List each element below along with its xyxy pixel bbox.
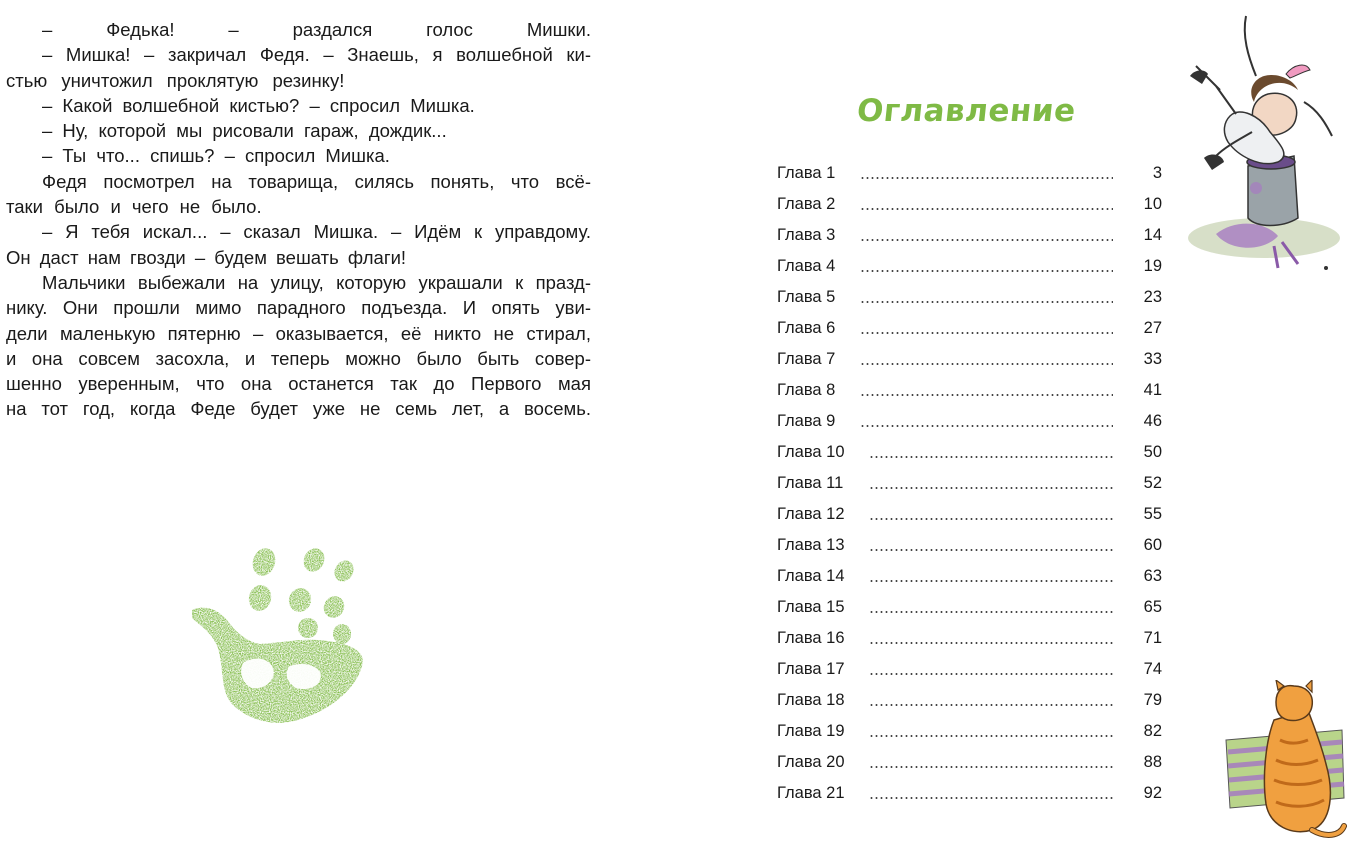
toc-leader-dots (869, 642, 1113, 644)
toc-leader-dots (860, 208, 1113, 210)
toc-entry[interactable] (777, 499, 1163, 530)
toc-page-number: 3 (1152, 164, 1162, 182)
story-line: – Я тебя искал... – сказал Мишка. – Идём к управдому. (42, 221, 591, 243)
toc-chapter-label: Глава 20 (777, 753, 845, 771)
toc-leader-dots (860, 239, 1113, 241)
toc-page-number: 71 (1143, 629, 1162, 647)
story-line: стью уничтожил проклятую резинку! (6, 69, 345, 91)
toc-leader-dots (869, 549, 1113, 551)
toc-entry[interactable] (777, 592, 1163, 623)
toc-entry[interactable] (777, 623, 1163, 654)
toc-page-number: 52 (1143, 474, 1162, 492)
toc-page-number: 60 (1143, 536, 1162, 554)
toc-entry[interactable] (777, 406, 1163, 437)
toc-leader-dots (869, 797, 1113, 799)
toc-chapter-label: Глава 13 (777, 536, 845, 554)
toc-page-number: 14 (1143, 226, 1162, 244)
story-line: Федя посмотрел на товарища, силясь понять, что всё- (42, 170, 591, 192)
toc-leader-dots (869, 611, 1113, 613)
toc-chapter-label: Глава 8 (777, 381, 836, 399)
toc-leader-dots (869, 673, 1113, 675)
toc-page-number: 33 (1143, 350, 1162, 368)
story-line: Мальчики выбежали на улицу, которую украшали к празд- (42, 271, 591, 293)
story-line: Он даст нам гвозди – будем вешать флаги! (6, 246, 407, 268)
toc-leader-dots (860, 301, 1113, 303)
toc-page-number: 46 (1143, 412, 1162, 430)
story-line: – Ты что... спишь? – спросил Мишка. (42, 145, 390, 167)
toc-page-number: 27 (1143, 319, 1162, 337)
right-page (681, 0, 1362, 850)
toc-leader-dots (860, 270, 1113, 272)
story-line: – Ну, которой мы рисовали гараж, дождик... (42, 120, 447, 142)
toc-page-number: 88 (1143, 753, 1162, 771)
story-line: таки было и чего не было. (6, 196, 262, 218)
toc-chapter-label: Глава 6 (777, 319, 836, 337)
toc-entry[interactable] (777, 158, 1163, 189)
toc-chapter-label: Глава 17 (777, 660, 845, 678)
toc-page-number: 63 (1143, 567, 1162, 585)
toc-page-number: 10 (1143, 195, 1162, 213)
toc-chapter-label: Глава 7 (777, 350, 836, 368)
toc-page-number: 19 (1143, 257, 1162, 275)
toc-entry[interactable] (777, 344, 1163, 375)
story-line: нику. Они прошли мимо парадного подъезда. И опять уви- (6, 297, 591, 319)
toc-chapter-label: Глава 14 (777, 567, 845, 585)
toc-chapter-label: Глава 9 (777, 412, 836, 430)
toc-entry[interactable] (777, 747, 1163, 778)
toc-chapter-label: Глава 11 (777, 474, 844, 492)
toc-page-number: 82 (1143, 722, 1162, 740)
toc-entry[interactable] (777, 251, 1163, 282)
story-text (6, 17, 591, 422)
toc-page-number: 92 (1143, 784, 1162, 802)
toc-entry[interactable] (777, 375, 1163, 406)
green-handprint-icon (186, 538, 376, 728)
toc-chapter-label: Глава 16 (777, 629, 845, 647)
toc-leader-dots (869, 735, 1113, 737)
story-line: на тот год, когда Феде будет уже не семь лет, а восемь. (6, 398, 591, 420)
toc-chapter-label: Глава 4 (777, 257, 836, 275)
toc-chapter-label: Глава 10 (777, 443, 845, 461)
toc-leader-dots (869, 456, 1113, 458)
ginger-cat-on-bench-illustration (1222, 680, 1347, 842)
toc-entry[interactable] (777, 189, 1163, 220)
toc-entry[interactable] (777, 313, 1163, 344)
toc-leader-dots (869, 518, 1113, 520)
toc-entry[interactable] (777, 530, 1163, 561)
toc-leader-dots (869, 766, 1113, 768)
girl-falling-paint-bucket-illustration (1186, 6, 1346, 286)
toc-chapter-label: Глава 15 (777, 598, 845, 616)
toc-entry[interactable] (777, 685, 1163, 716)
story-line: шенно уверенным, что она останется так до Первого мая (6, 373, 591, 395)
story-line: – Мишка! – закричал Федя. – Знаешь, я волшебной ки- (42, 44, 591, 66)
toc-page-number: 79 (1143, 691, 1162, 709)
toc-chapter-label: Глава 2 (777, 195, 836, 213)
toc-page-number: 50 (1143, 443, 1162, 461)
toc-page-number: 74 (1143, 660, 1162, 678)
toc-chapter-label: Глава 5 (777, 288, 836, 306)
toc-page-number: 65 (1143, 598, 1162, 616)
toc-chapter-label: Глава 12 (777, 505, 845, 523)
story-line: – Федька! – раздался голос Мишки. (42, 19, 591, 40)
toc-entry[interactable] (777, 778, 1163, 809)
toc-leader-dots (869, 487, 1113, 489)
toc-entry[interactable] (777, 437, 1163, 468)
toc-leader-dots (869, 704, 1113, 706)
toc-title: Оглавление (855, 93, 1078, 129)
toc-leader-dots (860, 425, 1113, 427)
table-of-contents (777, 158, 1163, 809)
toc-chapter-label: Глава 1 (777, 164, 836, 182)
toc-page-number: 55 (1143, 505, 1162, 523)
toc-entry[interactable] (777, 220, 1163, 251)
toc-leader-dots (860, 363, 1113, 365)
toc-chapter-label: Глава 18 (777, 691, 845, 709)
toc-page-number: 23 (1143, 288, 1162, 306)
toc-entry[interactable] (777, 716, 1163, 747)
toc-chapter-label: Глава 19 (777, 722, 845, 740)
story-line: и она совсем засохла, и теперь можно было быть совер- (6, 347, 591, 369)
toc-entry[interactable] (777, 654, 1163, 685)
story-line: дели маленькую пятерню – оказывается, её никто не стирал, (6, 322, 591, 344)
toc-entry[interactable] (777, 282, 1163, 313)
toc-page-number: 41 (1143, 381, 1162, 399)
toc-entry[interactable] (777, 468, 1163, 499)
toc-leader-dots (860, 394, 1113, 396)
toc-chapter-label: Глава 21 (777, 784, 845, 802)
toc-entry[interactable] (777, 561, 1163, 592)
story-line: – Какой волшебной кистью? – спросил Мишка. (42, 94, 475, 116)
toc-chapter-label: Глава 3 (777, 226, 836, 244)
toc-leader-dots (860, 332, 1113, 334)
toc-leader-dots (860, 177, 1113, 179)
toc-leader-dots (869, 580, 1113, 582)
